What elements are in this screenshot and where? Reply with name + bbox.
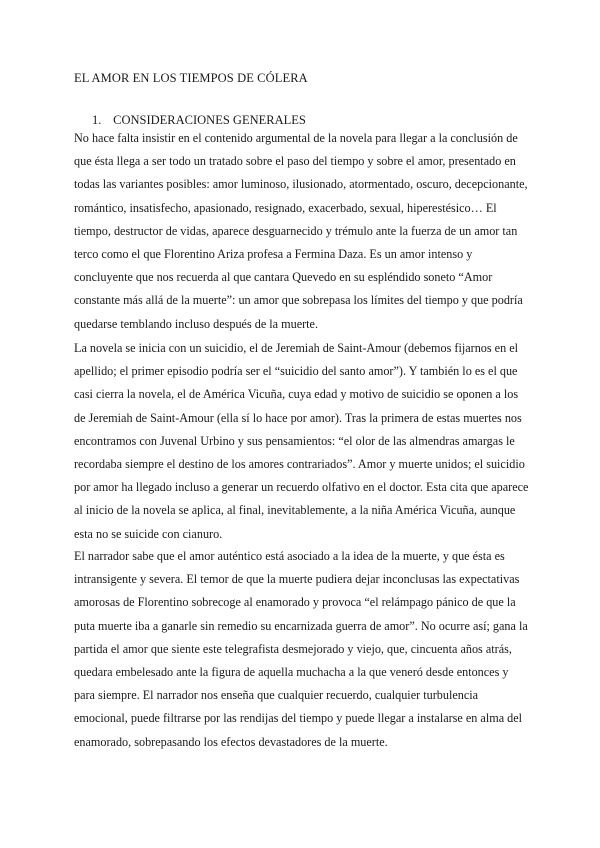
paragraph-line: intransigente y severa. El temor de que la muerte pudiera dejar inconclusas las expectativas [74, 572, 520, 587]
paragraph-line: esta no se suicide con cianuro. [74, 526, 223, 541]
paragraph-line: casi cierra la novela, el de América Vicuña, cuya edad y motivo de suicidio se oponen a los [74, 387, 519, 402]
paragraph-line: tiempo, destructor de vidas, aparece desguarnecido y trémulo ante la fuerza de un amor tan [74, 223, 518, 238]
paragraph-line: puta muerte iba a ganarle sin remedio su encarnizada guerra de amor”. No ocurre así; gana la [74, 618, 528, 633]
document-title: EL AMOR EN LOS TIEMPOS DE CÓLERA [74, 71, 308, 85]
paragraph-line: de Jeremiah de Saint-Amour (ella sí lo hace por amor). Tras la primera de estas muertes nos [74, 410, 522, 425]
paragraph-line: No hace falta insistir en el contenido argumental de la novela para llegar a la conclusión de [74, 131, 518, 145]
section-heading [92, 112, 532, 128]
paragraph-1 [74, 127, 530, 336]
paragraph-2 [74, 337, 530, 546]
paragraph-line: al inicio de la novela se aplica, al final, inevitablemente, a la niña América Vicuña, aunque [74, 503, 516, 518]
paragraph-3 [74, 545, 530, 754]
paragraph-line: quedarse temblando incluso después de la muerte. [74, 316, 319, 331]
paragraph-line: encontramos con Juvenal Urbino y sus pensamientos: “el olor de las almendras amargas le [74, 433, 515, 448]
paragraph-line: para siempre. El narrador nos enseña que cualquier recuerdo, cualquier turbulencia [74, 688, 479, 703]
section-heading-text: CONSIDERACIONES GENERALES [113, 113, 306, 127]
paragraph-line: quedara embelesado ante la figura de aquella muchacha a la que veneró desde entonces y [74, 665, 509, 680]
paragraph-line: romántico, insatisfecho, apasionado, resignado, exacerbado, sexual, hiperestésico… El [74, 200, 497, 215]
section-number: 1. [92, 113, 102, 127]
paragraph-line: que ésta llega a ser todo un tratado sobre el paso del tiempo y sobre el amor, presentado en [74, 154, 516, 169]
paragraph-line: El narrador sabe que el amor auténtico está asociado a la idea de la muerte, y que ésta es [74, 549, 505, 563]
paragraph-line: partida el amor que siente este telegrafista desmejorado y viejo, que, cincuenta años atrás, [74, 641, 512, 656]
paragraph-line: constante más allá de la muerte”: un amor que sobrepasa los límites del tiempo y que podría [74, 293, 523, 308]
paragraph-line: La novela se inicia con un suicidio, el de Jeremiah de Saint-Amour (debemos fijarnos en el [74, 341, 519, 355]
paragraph-line: terco como el que Florentino Ariza profesa a Fermina Daza. Es un amor intenso y [74, 247, 473, 262]
paragraph-line: concluyente que nos recuerda al que cantara Quevedo en su espléndido soneto “Amor [74, 270, 493, 285]
paragraph-line: por amor ha llegado incluso a generar un recuerdo olfativo en el doctor. Esta cita que aparece [74, 480, 529, 495]
paragraph-line: apellido; el primer episodio podría ser el “suicidio del santo amor”). Y también lo es el que [74, 364, 518, 379]
paragraph-line: emocional, puede filtrarse por las rendijas del tiempo y puede llegar a instalarse en alma del [74, 711, 523, 726]
paragraph-line: enamorado, sobrepasando los efectos devastadores de la muerte. [74, 734, 388, 749]
paragraph-line: recordaba siempre el destino de los amores contrariados”. Amor y muerte unidos; el suicidio [74, 457, 525, 472]
paragraph-line: todas las variantes posibles: amor luminoso, ilusionado, atormentado, oscuro, decepcionante, [74, 177, 528, 192]
paragraph-line: amorosas de Florentino sobrecoge al enamorado y provoca “el relámpago pánico de que la [74, 595, 516, 610]
